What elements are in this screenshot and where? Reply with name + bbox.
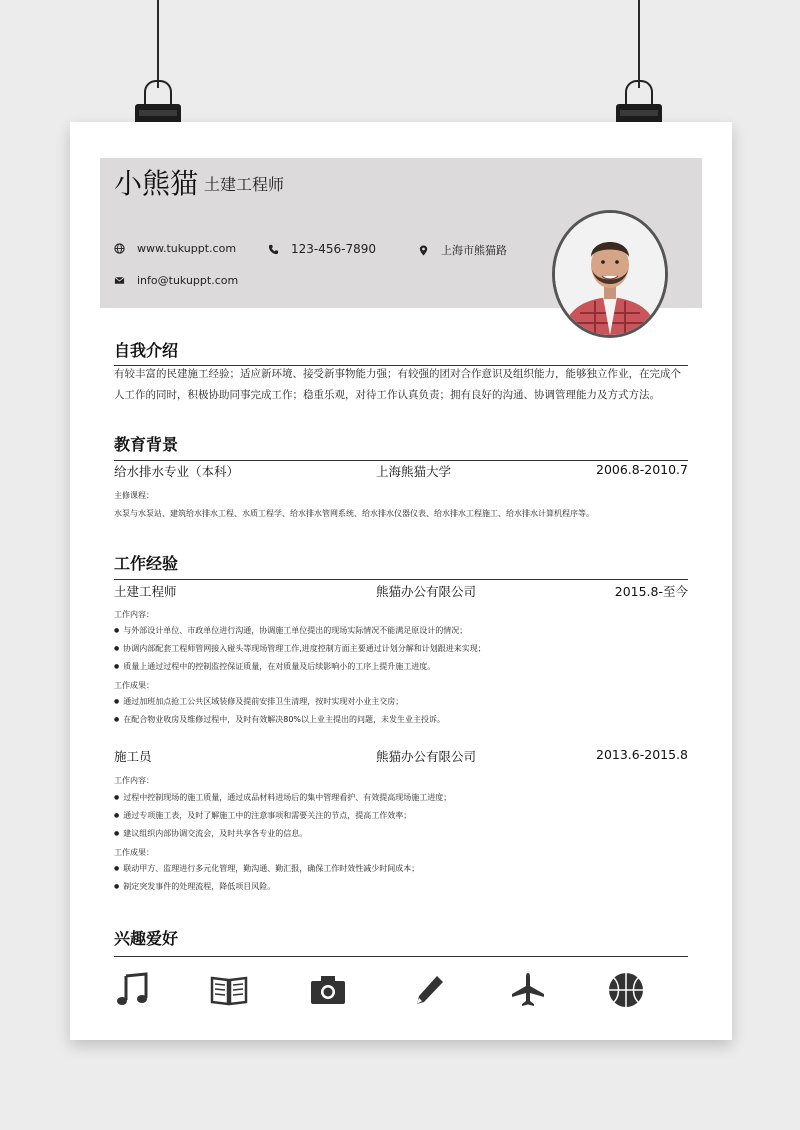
- about-heading: 自我介绍: [114, 341, 179, 360]
- location-pin-icon: [418, 245, 429, 256]
- job-period: 2015.8-至今: [614, 584, 688, 599]
- book-icon: [209, 970, 249, 1010]
- globe-icon: [114, 243, 125, 254]
- education-major: 给水排水专业（本科）: [114, 464, 240, 479]
- courses-label: 主修课程：: [114, 491, 154, 500]
- pencil-icon: [409, 970, 449, 1010]
- list-item: ● 过程中控制现场的施工质量，通过成品材料进场后的集中管理看护、有效提高现场施工进度；: [114, 789, 694, 807]
- list-item: ● 联动甲方、监理进行多元化管理，勤沟通、勤汇报，确保工作时效性减少时间成本；: [114, 860, 694, 878]
- courses-text: 水泵与水泵站、建筑给水排水工程、水质工程学、给水排水管网系统、给水排水仪器仪表、给水排水工程施工、给水排水计算机程序等。: [114, 509, 594, 518]
- profile-photo: [552, 210, 668, 338]
- hobbies-heading: 兴趣爱好: [114, 929, 179, 948]
- email-text: info@tukuppt.com: [137, 274, 239, 287]
- address-text: 上海市熊猫路: [441, 244, 507, 257]
- job-company: 熊猫办公有限公司: [376, 584, 477, 599]
- job-result-list: [114, 693, 694, 729]
- candidate-title: 土建工程师: [204, 175, 285, 194]
- website-contact: [114, 242, 236, 255]
- job-row: [114, 582, 688, 600]
- work-heading: 工作经验: [114, 554, 179, 573]
- hanging-wire-left: [157, 0, 159, 88]
- airplane-icon: [508, 970, 548, 1010]
- list-item: ● 通过加班加点抢工公共区域装修及提前安排卫生清理，按时实现对小业主交房；: [114, 693, 694, 711]
- job-result-label: 工作成果：: [114, 681, 154, 690]
- address-contact: [418, 242, 507, 258]
- website-text: www.tukuppt.com: [137, 242, 237, 255]
- list-item: ● 协调内部配套工程师管网接入碰头等现场管理工作,进度控制方面主要通过计划分解和计划跟进来实现；: [114, 640, 694, 658]
- job-content-label: 工作内容：: [114, 610, 154, 619]
- education-row: [114, 462, 688, 480]
- education-school: 上海熊猫大学: [376, 464, 452, 479]
- list-item: ● 与外部设计单位、市政单位进行沟通，协调施工单位提出的现场实际情况不能满足原设计的情况；: [114, 622, 694, 640]
- work-divider: [114, 579, 688, 580]
- email-contact: [114, 274, 238, 287]
- list-item: ● 制定突发事件的处理流程，降低项目风险。: [114, 878, 694, 896]
- job-result-list: [114, 860, 694, 896]
- education-divider: [114, 460, 688, 461]
- job-result-label: 工作成果：: [114, 848, 154, 857]
- list-item: ● 建议组织内部协调交流会，及时共享各专业的信息。: [114, 825, 694, 843]
- candidate-name: 小熊猫: [114, 167, 199, 200]
- job-period: 2013.6-2015.8: [596, 747, 688, 762]
- resume-page: [70, 122, 732, 1040]
- camera-icon: [308, 970, 348, 1010]
- education-heading: 教育背景: [114, 435, 179, 454]
- envelope-icon: [114, 275, 125, 286]
- basketball-icon: [606, 970, 646, 1010]
- hanging-wire-right: [638, 0, 640, 88]
- list-item: ● 质量上通过过程中的控制监控保证质量，在对质量及后续影响小的工序上提升施工进度。: [114, 658, 694, 676]
- job-role: 土建工程师: [114, 584, 177, 599]
- phone-icon: [268, 244, 279, 255]
- list-item: ● 在配合物业收房及维修过程中，及时有效解决80%以上业主提出的问题，未发生业主投诉。: [114, 711, 694, 729]
- job-content-label: 工作内容：: [114, 776, 154, 785]
- phone-contact: [268, 242, 376, 256]
- job-role: 施工员: [114, 749, 152, 764]
- phone-text: 123-456-7890: [291, 242, 377, 256]
- job-content-list: [114, 622, 694, 676]
- job-company: 熊猫办公有限公司: [376, 749, 477, 764]
- list-item: ● 通过专项施工表，及时了解施工中的注意事项和需要关注的节点，提高工作效率；: [114, 807, 694, 825]
- job-row: [114, 747, 688, 765]
- music-icon: [114, 970, 154, 1010]
- hobbies-divider: [114, 956, 688, 957]
- hobbies-row: [114, 970, 688, 1010]
- education-period: 2006.8-2010.7: [596, 462, 688, 477]
- about-text: 有较丰富的民建施工经验；适应新环境、接受新事物能力强；有较强的团对合作意识及组织能力，能够独立作业，在完成个人工作的同时，积极协助同事完成工作；稳重乐观，对待工作认真负责；拥有良好的沟通、协调管理能力及方式方法。: [114, 368, 681, 401]
- job-content-list: [114, 789, 694, 843]
